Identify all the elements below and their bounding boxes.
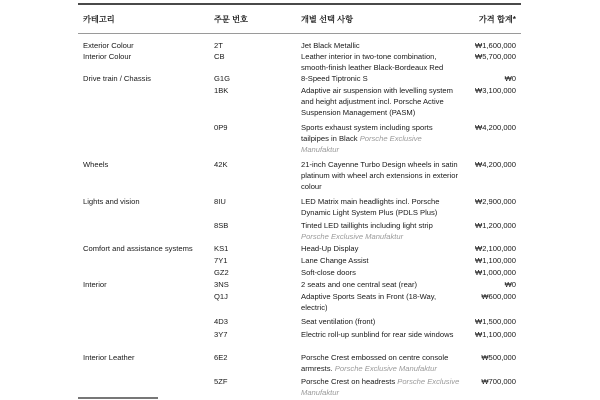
row-price: ₩1,100,000 — [475, 256, 516, 265]
row-price: ₩1,200,000 — [475, 221, 516, 230]
row-code: 2T — [214, 41, 223, 50]
row-description-text: Lane Change Assist — [301, 256, 369, 265]
row-description — [301, 196, 461, 218]
row-description-text: Jet Black Metallic — [301, 41, 360, 50]
row-description — [301, 159, 461, 193]
row-description-text: 21-inch Cayenne Turbo Design wheels in satin platinum with wheel arch extensions in exterior colour — [301, 160, 459, 192]
top-rule — [78, 3, 521, 5]
row-description-text: Adaptive air suspension with levelling system and height adjustment incl. Porsche Active Suspension Management (PASM) — [301, 86, 453, 118]
row-category: Interior — [83, 280, 107, 289]
row-description-text: Tinted LED taillights including light strip — [301, 221, 433, 230]
row-description — [301, 85, 461, 119]
row-price: ₩600,000 — [481, 292, 516, 301]
manufaktur-note: Porsche Exclusive Manufaktur — [301, 232, 404, 242]
row-code: 5ZF — [214, 377, 228, 386]
row-description — [301, 73, 461, 84]
row-category: Drive train / Chassis — [83, 74, 151, 83]
row-description-text: Porsche Crest embossed on centre console armrests. — [301, 353, 449, 374]
row-code: GZ2 — [214, 268, 229, 277]
row-description — [301, 352, 461, 374]
header-price: 가격 합계* — [478, 15, 516, 24]
row-code: 8IU — [214, 197, 226, 206]
row-description-text: Adaptive Sports Seats in Front (18-Way, electric) — [301, 292, 437, 313]
row-description-text: Porsche Crest on headrests — [301, 377, 396, 386]
row-description — [301, 255, 461, 266]
row-price: ₩1,000,000 — [475, 268, 516, 277]
row-code: 7Y1 — [214, 256, 228, 265]
row-description — [301, 122, 461, 156]
header-category: 카테고리 — [83, 15, 115, 24]
row-description — [301, 316, 461, 327]
manufaktur-note: Porsche Exclusive Manufaktur — [301, 134, 422, 155]
row-code: 0P9 — [214, 123, 228, 132]
row-description-text: 8-Speed Tiptronic S — [301, 74, 368, 83]
row-price: ₩1,100,000 — [475, 330, 516, 339]
row-price: ₩3,100,000 — [475, 86, 516, 95]
row-description-text: Soft-close doors — [301, 268, 356, 277]
row-description-text: Head-Up Display — [301, 244, 359, 253]
row-price: ₩1,600,000 — [475, 41, 516, 50]
row-category: Exterior Colour — [83, 41, 134, 50]
row-description-text: Leather interior in two-tone combination, smooth-finish leather Black-Bordeaux Red — [301, 52, 444, 73]
header-code: 주문 번호 — [214, 15, 248, 24]
row-price: ₩5,700,000 — [475, 52, 516, 61]
row-description — [301, 243, 461, 254]
manufaktur-note: Porsche Exclusive Manufaktur — [334, 364, 437, 374]
row-price: ₩500,000 — [481, 353, 516, 362]
row-code: CB — [214, 52, 225, 61]
row-category: Interior Colour — [83, 52, 132, 61]
row-category: Comfort and assistance systems — [83, 244, 193, 253]
row-price: ₩4,200,000 — [475, 123, 516, 132]
row-price: ₩0 — [504, 280, 516, 289]
row-description-text: Electric roll-up sunblind for rear side windows — [301, 330, 454, 339]
row-description — [301, 329, 461, 340]
row-description — [301, 220, 461, 242]
row-description — [301, 267, 461, 278]
row-price: ₩0 — [504, 74, 516, 83]
row-code: 1BK — [214, 86, 229, 95]
row-code: 8SB — [214, 221, 229, 230]
row-code: G1G — [214, 74, 231, 83]
row-price: ₩4,200,000 — [475, 160, 516, 169]
header-option: 개별 선택 사항 — [301, 15, 354, 24]
header-rule — [78, 33, 521, 34]
row-price: ₩2,100,000 — [475, 244, 516, 253]
row-category: Lights and vision — [83, 197, 140, 206]
row-price: ₩1,500,000 — [475, 317, 516, 326]
row-description — [301, 40, 461, 51]
manufaktur-note: Porsche Exclusive Manufaktur — [301, 377, 460, 398]
row-description-text: Sports exhaust system including sports tailpipes in Black — [301, 123, 433, 144]
row-price: ₩700,000 — [481, 377, 516, 386]
row-description — [301, 291, 461, 313]
row-price: ₩2,900,000 — [475, 197, 516, 206]
row-description — [301, 51, 461, 73]
row-description — [301, 279, 461, 290]
row-code: 6E2 — [214, 353, 228, 362]
row-code: KS1 — [214, 244, 229, 253]
row-code: 3Y7 — [214, 330, 228, 339]
row-description-text: Seat ventilation (front) — [301, 317, 376, 326]
row-code: 42K — [214, 160, 228, 169]
row-category: Wheels — [83, 160, 109, 169]
row-code: Q1J — [214, 292, 228, 301]
row-code: 4D3 — [214, 317, 228, 326]
bottom-rule — [78, 397, 158, 399]
row-category: Interior Leather — [83, 353, 135, 362]
row-description-text: LED Matrix main headlights incl. Porsche Dynamic Light System Plus (PDLS Plus) — [301, 197, 440, 218]
row-description — [301, 376, 461, 398]
row-code: 3NS — [214, 280, 229, 289]
row-description-text: 2 seats and one central seat (rear) — [301, 280, 418, 289]
